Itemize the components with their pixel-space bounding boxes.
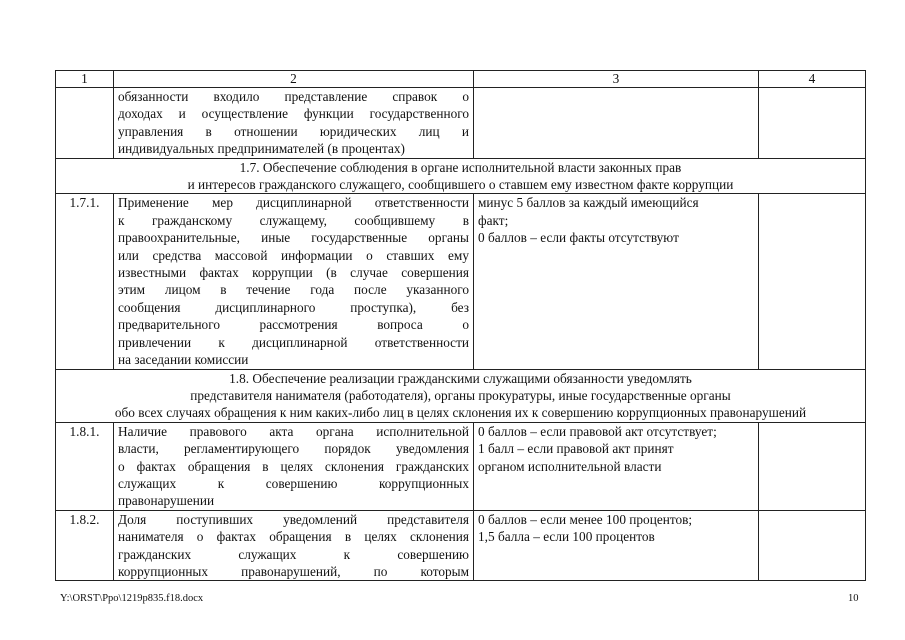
table-row-1-8-1 [56,422,866,510]
section-title-1-8 [56,369,866,422]
footer-file-path: Y:\ORST\Ppo\1219p835.f18.docx [60,593,204,604]
header-col-2: 2 [114,71,474,88]
desc-line: власти, регламентирующего порядок уведомления [118,441,469,457]
score-line: 1,5 балла – если 100 процентов [478,529,655,545]
row-note [759,194,866,369]
row-description [114,88,474,159]
section-row-1-7 [56,158,866,194]
desc-line: Применение мер дисциплинарной ответственности [118,195,469,211]
score-line: 0 баллов – если правовой акт отсутствует; [478,423,717,439]
desc-line: Доля поступивших уведомлений представителя [118,511,469,527]
desc-line: о фактах обращения в целях склонения гражданских [118,458,469,474]
section-line: представителя нанимателя (работодателя), органы прокуратуры, иные государственные органы [190,387,731,403]
table-header-row [56,71,866,88]
desc-line: служащих к совершению коррупционных [118,475,469,491]
row-note [759,88,866,159]
row-score [474,422,759,510]
row-score [474,510,759,581]
header-col-1: 1 [56,71,114,88]
score-line: органом исполнительной власти [478,458,662,474]
desc-line: к гражданскому служащему, сообщившему в [118,212,469,228]
score-line: факт; [478,212,509,228]
row-description [114,194,474,369]
desc-line: или средства массовой информации о ставших ему [118,247,469,263]
desc-line: обязанности входило представление справок о [118,89,469,104]
row-score [474,88,759,159]
section-line: обо всех случаях обращения к ним каких-либо лиц в целях склонения их к совершению коррупционных правонарушений [114,405,807,421]
score-line: минус 5 баллов за каждый имеющийся [478,195,699,211]
section-row-1-8 [56,369,866,422]
desc-line: на заседании комиссии [118,352,249,368]
desc-line: привлечении к дисциплинарной ответственности [118,334,469,350]
desc-line: этим лицом в течение года после указанного [118,282,469,298]
desc-line: сообщения дисциплинарного проступка), без [118,299,469,315]
table-row-1-7-1 [56,194,866,369]
desc-line: гражданских служащих к совершению [118,546,469,562]
row-note [759,510,866,581]
row-note [759,422,866,510]
score-line: 0 баллов – если факты отсутствуют [478,230,679,246]
table-row-1-8-2 [56,510,866,581]
section-line: 1.8. Обеспечение реализации гражданскими служащими обязанности уведомлять [229,370,692,386]
section-title-1-7 [56,158,866,194]
row-number: 1.8.1. [56,422,114,510]
header-col-4: 4 [759,71,866,88]
desc-line: управления в отношении юридических лиц и [118,123,469,139]
row-number: 1.8.2. [56,510,114,581]
score-line: 0 баллов – если менее 100 процентов; [478,511,693,527]
row-number [56,88,114,159]
desc-line: правоохранительные, иные государственные органы [118,230,469,246]
desc-line: нанимателя о фактах обращения в целях склонения [118,529,469,545]
desc-line: известными фактах коррупции (в случае совершения [118,265,469,281]
desc-line: коррупционных правонарушений, по которым [118,563,469,579]
row-number: 1.7.1. [56,194,114,369]
desc-line: правонарушении [118,493,215,509]
desc-line: индивидуальных предпринимателей (в процентах) [118,141,405,157]
section-line: 1.7. Обеспечение соблюдения в органе исполнительной власти законных прав [239,159,682,175]
row-description [114,510,474,581]
section-line: и интересов гражданского служащего, сообщившего о ставшем ему известном факте коррупции [187,177,734,193]
row-description [114,422,474,510]
desc-line: предварительного рассмотрения вопроса о [118,317,469,333]
criteria-table [55,70,866,581]
footer-page-number: 10 [848,593,859,604]
desc-line: доходах и осуществление функции государственного [118,106,469,122]
header-col-3: 3 [474,71,759,88]
table-row-continuation [56,88,866,159]
score-line: 1 балл – если правовой акт принят [478,441,674,457]
row-score [474,194,759,369]
desc-line: Наличие правового акта органа исполнительной [118,423,469,439]
